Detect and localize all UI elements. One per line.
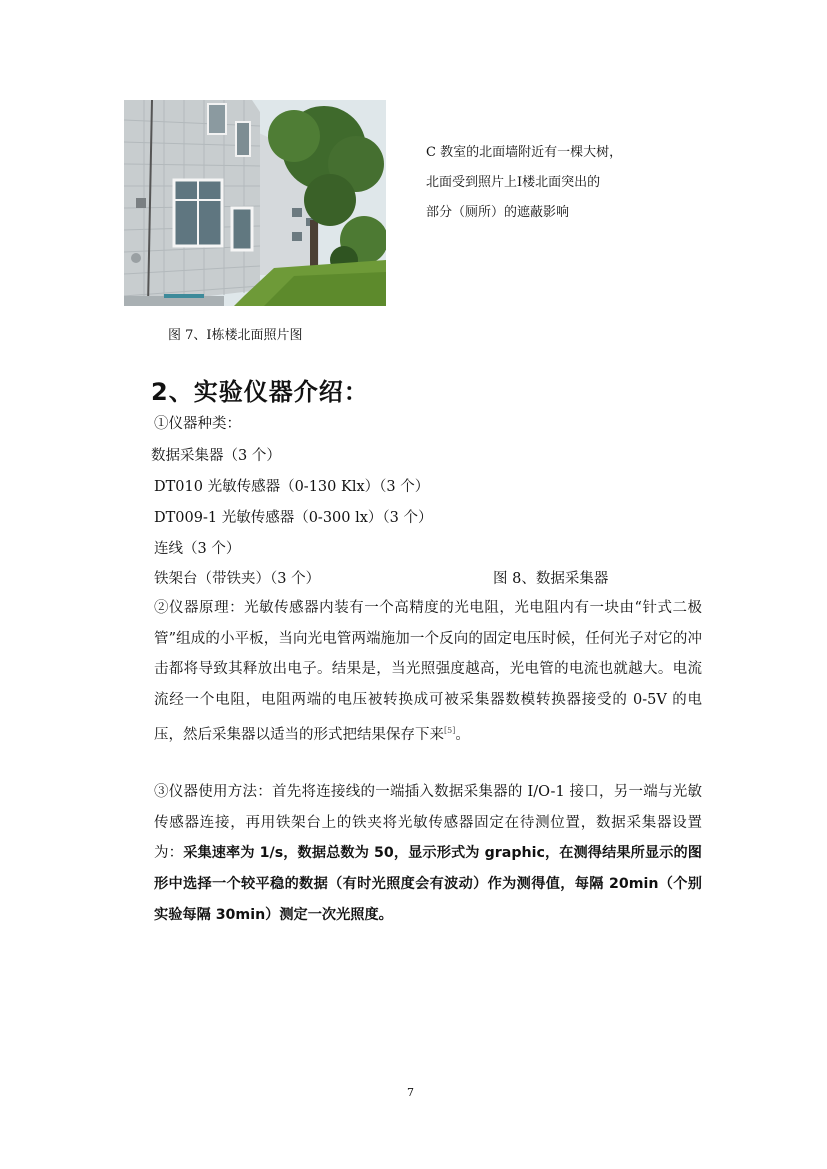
figure-8-caption: 图 8、数据采集器 [493, 571, 609, 587]
photo-description-line: C 教室的北面墙附近有一棵大树， [426, 145, 623, 160]
photo-description [426, 138, 622, 228]
usage-paragraph [154, 777, 702, 931]
instrument-item: 数据采集器（3 个） [151, 448, 281, 464]
principle-paragraph [154, 593, 702, 750]
instrument-item: DT010 光敏传感器（0-130 Klx）（3 个） [154, 479, 430, 495]
instrument-item: 铁架台（带铁夹）（3 个） [154, 571, 321, 587]
instrument-kinds-title: ①仪器种类： [154, 416, 241, 432]
section-heading: 2、实验仪器介绍： [151, 378, 369, 406]
instrument-item: 连线（3 个） [154, 541, 241, 557]
usage-settings-text: 采集速率为 1/s，数据总数为 50，显示形式为 graphic，在测得结果所显示的图形中选择一个较平稳的数据（有时光照度会有波动）作为测得值，每隔 20min（个别实验每隔 30min）测定一次光照度。 [154, 845, 702, 923]
instrument-item: DT009-1 光敏传感器（0-300 lx）（3 个） [154, 510, 433, 526]
photo-description-line: 北面受到照片上Ⅰ楼北面突出的 [426, 175, 601, 190]
figure-7-caption: 图 7、Ⅰ栋楼北面照片图 [168, 328, 303, 343]
principle-end: 。 [455, 726, 470, 743]
photo-description-line: 部分（厕所）的遮蔽影响 [426, 205, 570, 220]
reference-marker: [5] [444, 725, 456, 735]
building-north-photo [124, 100, 386, 306]
page-number: 7 [407, 1086, 414, 1099]
usage-text: ③仪器使用方法：首先将连接线的一端插入数据采集器的 I/O-1 接口，另一端与光敏传感器连接，再用铁架台上的铁夹将光敏传感器固定在待测位置，数据采集器设置为： [154, 784, 702, 862]
principle-text: ②仪器原理：光敏传感器内装有一个高精度的光电阻，光电阻内有一块由“针式二极管”组成的小平板，当向光电管两端施加一个反向的固定电压时候，任何光子对它的冲击都将导致其释放出电子。结果是，当光照强度越高，光电管的电流也就越大。电流流经一个电阻，电阻两端的电压被转换成可被采集器数模转换器接受的 0-5V 的电压，然后采集器以适当的形式把结果保存下来 [154, 600, 702, 743]
